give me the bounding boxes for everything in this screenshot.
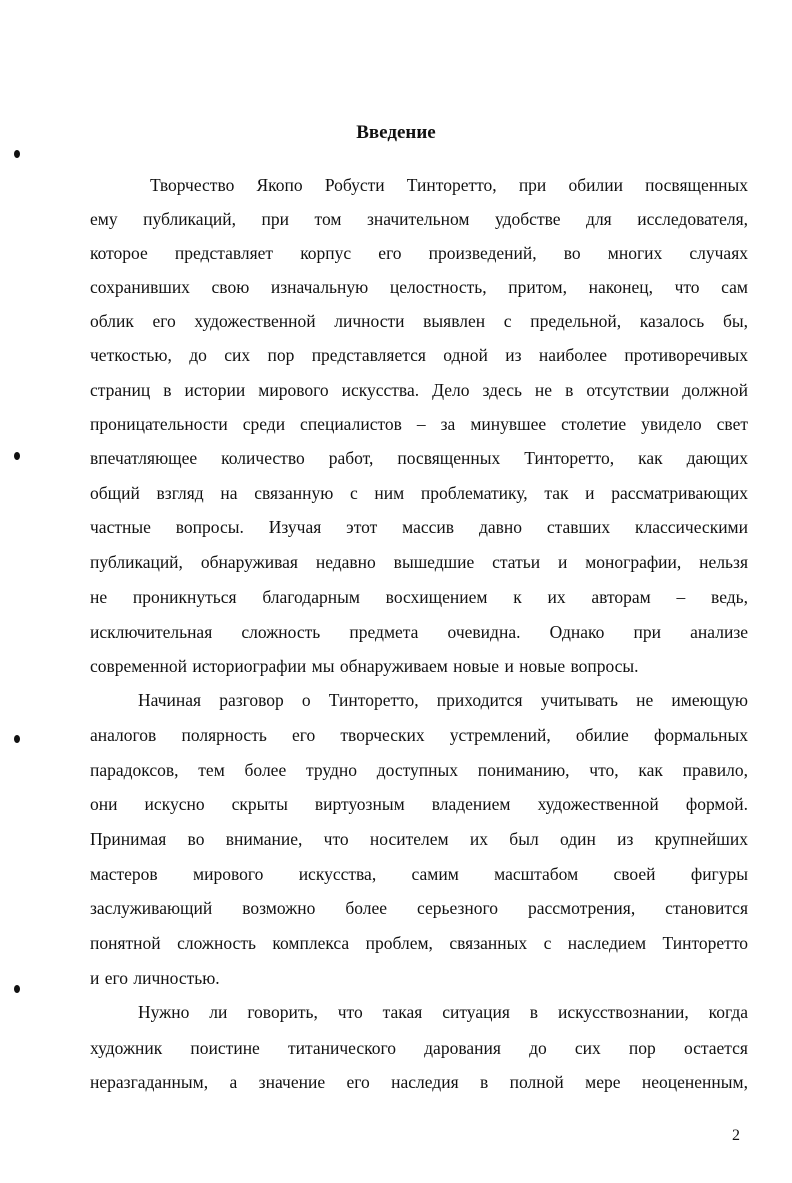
scan-mark — [14, 452, 20, 460]
scan-mark — [14, 985, 20, 993]
text-line: частные вопросы. Изучая этот массив давно ставших классическими — [90, 517, 748, 537]
text-line: неразгаданным, а значение его наследия в полной мере неоцененным, — [90, 1072, 748, 1092]
text-line: Начиная разговор о Тинторетто, приходится учитывать не имеющую — [138, 690, 748, 710]
text-line: сохранивших свою изначальную целостность, притом, наконец, что сам — [90, 277, 748, 297]
text-line: проницательности среди специалистов – за минувшее столетие увидело свет — [90, 414, 748, 434]
text-line: художник поистине титанического дарования до сих пор остается — [90, 1038, 748, 1058]
page-title: Введение — [356, 122, 436, 143]
text-line: Принимая во внимание, что носителем их был один из крупнейших — [90, 829, 748, 849]
text-line: понятной сложность комплекса проблем, связанных с наследием Тинторетто — [90, 933, 748, 953]
text-line: и его личностью. — [90, 968, 220, 988]
text-line: которое представляет корпус его произведений, во многих случаях — [90, 243, 748, 263]
text-line: ему публикаций, при том значительном удобстве для исследователя, — [90, 209, 748, 229]
text-line: впечатляющее количество работ, посвященных Тинторетто, как дающих — [90, 448, 748, 468]
text-line: четкостью, до сих пор представляется одной из наиболее противоречивых — [90, 345, 748, 365]
text-line: Творчество Якопо Робусти Тинторетто, при обилии посвященных — [150, 175, 748, 195]
text-line: публикаций, обнаруживая недавно вышедшие статьи и монографии, нельзя — [90, 552, 748, 572]
text-line: общий взгляд на связанную с ним проблематику, так и рассматривающих — [90, 483, 748, 503]
text-line: заслуживающий возможно более серьезного рассмотрения, становится — [90, 898, 748, 918]
text-line: страниц в истории мирового искусства. Дело здесь не в отсутствии должной — [90, 380, 748, 400]
scan-mark — [14, 150, 20, 158]
text-line: не проникнуться благодарным восхищением к их авторам – ведь, — [90, 587, 748, 607]
text-line: аналогов полярность его творческих устремлений, обилие формальных — [90, 725, 748, 745]
text-line: Нужно ли говорить, что такая ситуация в искусствознании, когда — [138, 1002, 748, 1022]
scan-mark — [14, 735, 20, 743]
text-line: облик его художественной личности выявлен с предельной, казалось бы, — [90, 311, 748, 331]
text-line: они искусно скрыты виртуозным владением художественной формой. — [90, 794, 748, 814]
text-line: парадоксов, тем более трудно доступных пониманию, что, как правило, — [90, 760, 748, 780]
text-line: мастеров мирового искусства, самим масштабом своей фигуры — [90, 864, 748, 884]
text-line: исключительная сложность предмета очевидна. Однако при анализе — [90, 622, 748, 642]
page-number: 2 — [732, 1127, 740, 1144]
text-line: современной историографии мы обнаруживаем новые и новые вопросы. — [90, 656, 639, 676]
